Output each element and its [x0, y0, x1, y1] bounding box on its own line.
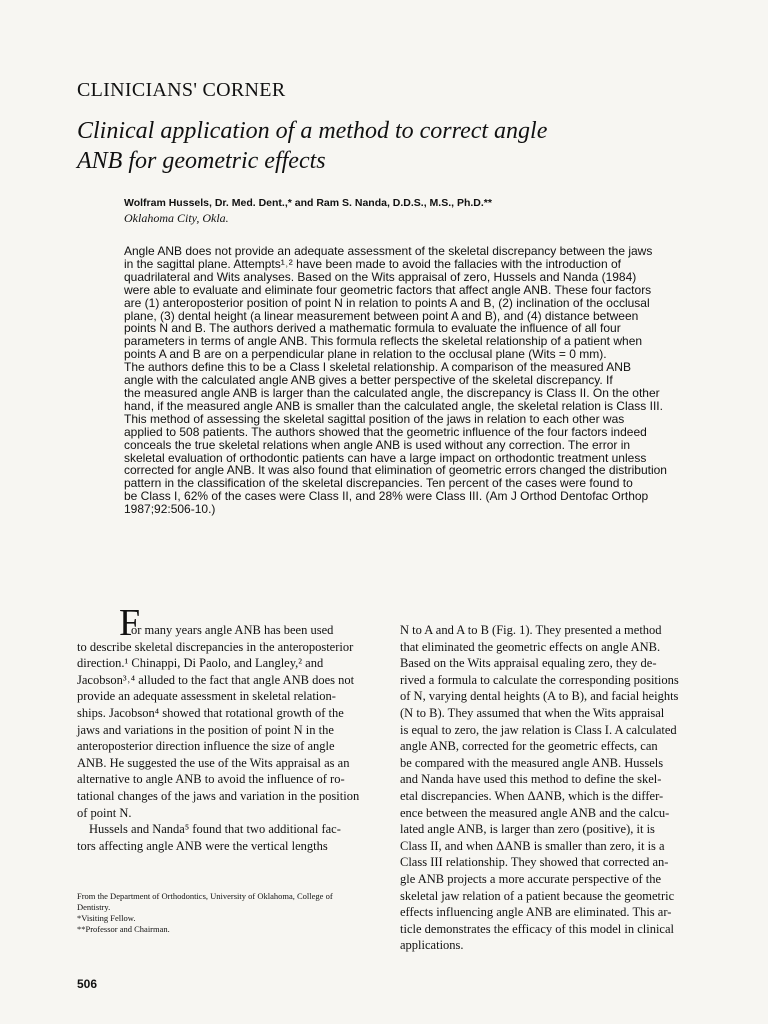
abstract-line: Angle ANB does not provide an adequate assessment of the skeletal discrepancy between the jaws — [124, 244, 653, 258]
body-column-left — [77, 622, 373, 854]
abstract-line: corrected for angle ANB. It was also found that elimination of geometric errors changed the distribution — [124, 463, 667, 478]
footnotes — [77, 891, 377, 935]
body-line: anteroposterior direction influence the size of angle — [77, 739, 335, 754]
footnote-line: From the Department of Orthodontics, University of Oklahoma, College of — [77, 891, 333, 901]
body-line: rived a formula to calculate the corresponding positions — [400, 672, 679, 687]
body-line: Jacobson³˒⁴ alluded to the fact that angle ANB does not — [77, 672, 355, 687]
body-line: Based on the Wits appraisal equaling zero, they de- — [400, 656, 657, 671]
abstract-line: the measured angle ANB is larger than the calculated angle, the discrepancy is Class II. On the other — [124, 385, 660, 400]
body-line: ence between the measured angle ANB and the calcu- — [400, 805, 670, 820]
abstract-line: were able to evaluate and eliminate four geometric factors that affect angle ANB. These four factors — [124, 282, 652, 297]
abstract-line: skeletal evaluation of orthodontic patients can have a large impact on orthodontic treatment unless — [124, 450, 647, 465]
title-line: ANB for geometric effects — [77, 148, 326, 174]
body-line: and Nanda have used this method to define the skel- — [400, 772, 662, 787]
body-line: is equal to zero, the jaw relation is Class I. A calculated — [400, 722, 677, 737]
abstract-line: conceals the true skeletal relations when angle ANB is used without any correction. The error in — [124, 437, 631, 452]
abstract-line: in the sagittal plane. Attempts¹˒² have been made to avoid the fallacies with the introduction of — [124, 256, 621, 271]
body-line: (N to B). They assumed that when the Wits appraisal — [400, 705, 665, 720]
footnote-line: *Visiting Fellow. — [77, 913, 136, 923]
body-line: to describe skeletal discrepancies in the anteroposterior — [77, 639, 354, 654]
abstract-line: plane, (3) dental height (a linear measurement between point A and B), and (4) distance between — [124, 308, 639, 323]
body-line: of point N. — [77, 805, 132, 820]
abstract — [124, 245, 684, 516]
body-line: provide an adequate assessment in skeletal relation- — [77, 689, 336, 704]
abstract-line: be Class I, 62% of the cases were Class II, and 28% were Class III. (Am J Orthod Dentofac Orthop — [124, 489, 649, 504]
abstract-line: angle with the calculated angle ANB gives a better perspective of the skeletal discrepancy. If — [124, 373, 613, 388]
body-column-right — [400, 622, 696, 954]
body-line: applications. — [400, 938, 464, 953]
footnote-line: **Professor and Chairman. — [77, 924, 170, 934]
body-line: effects influencing angle ANB are eliminated. This ar- — [400, 905, 672, 920]
page-number: 506 — [77, 977, 98, 991]
abstract-line: The authors define this to be a Class I skeletal relationship. A comparison of the measured ANB — [124, 360, 631, 375]
body-line: N to A and A to B (Fig. 1). They presented a method — [400, 623, 662, 637]
body-line: lated angle ANB, is larger than zero (positive), it is — [400, 822, 655, 837]
body-line: etal discrepancies. When ΔANB, which is the differ- — [400, 788, 664, 803]
title-line: Clinical application of a method to correct angle — [77, 118, 548, 144]
abstract-line: hand, if the measured angle ANB is smaller than the calculated angle, the skeletal relation is Class III. — [124, 398, 663, 413]
body-line: of N, varying dental heights (A to B), and facial heights — [400, 689, 679, 704]
body-line: tational changes of the jaws and variation in the position — [77, 788, 360, 803]
body-line: or many years angle ANB has been used — [131, 623, 334, 637]
footnote-line: Dentistry. — [77, 902, 111, 912]
body-line: skeletal jaw relation of a patient because the geometric — [400, 888, 675, 903]
abstract-line: points A and B are on a perpendicular plane in relation to the occlusal plane (Wits = 0 mm). — [124, 347, 607, 362]
section-label: CLINICIANS' CORNER — [77, 79, 286, 101]
abstract-line: 1987;92:506-10.) — [124, 502, 216, 517]
body-line: Class II, and when ΔANB is smaller than zero, it is a — [400, 838, 665, 853]
body-line: direction.¹ Chinappi, Di Paolo, and Langley,² and — [77, 656, 324, 671]
body-line: jaws and variations in the position of point N in the — [77, 722, 334, 737]
abstract-line: This method of assessing the skeletal sagittal position of the jaws in relation to each other was — [124, 411, 625, 426]
abstract-line: quadrilateral and Wits analyses. Based on the Wits appraisal of zero, Hussels and Nanda (1984) — [124, 269, 637, 284]
affiliation: Oklahoma City, Okla. — [124, 211, 229, 225]
abstract-line: applied to 508 patients. The authors showed that the geometric influence of the four factors indeed — [124, 424, 647, 439]
body-line: ships. Jacobson⁴ showed that rotational growth of the — [77, 705, 344, 720]
abstract-line: are (1) anteroposterior position of point N in relation to points A and B, (2) inclination of the occlusal — [124, 295, 650, 310]
drop-cap: F — [119, 602, 141, 644]
article-title — [77, 116, 697, 176]
authors: Wolfram Hussels, Dr. Med. Dent.,* and Ram S. Nanda, D.D.S., M.S., Ph.D.** — [124, 197, 492, 209]
body-line: alternative to angle ANB to avoid the influence of ro- — [77, 772, 345, 787]
body-line: be compared with the measured angle ANB. Hussels — [400, 755, 664, 770]
body-line: tors affecting angle ANB were the vertical lengths — [77, 838, 328, 853]
body-line: angle ANB, corrected for the geometric effects, can — [400, 739, 658, 754]
body-line: Class III relationship. They showed that corrected an- — [400, 855, 669, 870]
body-line: ANB. He suggested the use of the Wits appraisal as an — [77, 755, 350, 770]
body-line: ticle demonstrates the efficacy of this model in clinical — [400, 921, 674, 936]
abstract-line: parameters in terms of angle ANB. This formula reflects the skeletal relationship of a patient when — [124, 334, 643, 349]
body-line: that eliminated the geometric effects on angle ANB. — [400, 639, 661, 654]
abstract-line: points N and B. The authors derived a mathematic formula to evaluate the influence of all four — [124, 321, 621, 336]
abstract-line: pattern in the classification of the skeletal discrepancies. Ten percent of the cases were found to — [124, 476, 633, 491]
body-line: Hussels and Nanda⁵ found that two additional fac- — [89, 822, 341, 837]
body-line: gle ANB projects a more accurate perspective of the — [400, 871, 661, 886]
